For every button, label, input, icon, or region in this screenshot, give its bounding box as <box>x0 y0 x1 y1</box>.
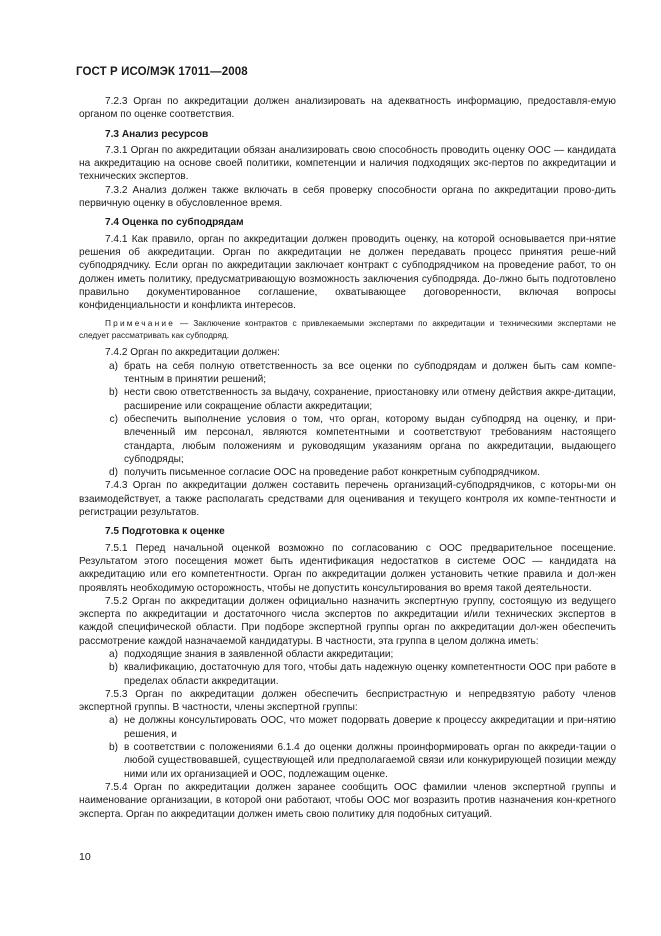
note-text: — Заключение контрактов с привлекаемыми экспертами по аккредитации и техническими экспертами не следует рассматривать как субподряд. <box>79 318 616 341</box>
list-item-text: получить письменное согласие ООС на проведение работ конкретным субподрядчиком. <box>124 467 541 479</box>
note <box>79 317 616 341</box>
section-heading-7-4: 7.4 Оценка по субподрядам <box>105 217 244 229</box>
list-item-label: a) <box>109 715 118 727</box>
list-item-text: подходящие знания в заявленной области аккредитации; <box>124 648 394 660</box>
list-item <box>79 360 616 387</box>
paragraph-7-4-1: 7.4.1 Как правило, орган по аккредитации должен проводить оценку, на которой основывается при-нятие решения об аккредитации. Орган по аккредитации не должен передавать процесс принятия реше-ний субподрядчику. Если орган по аккредитации заключает контракт с субподрядчиком на проведение работ, то он должен иметь политику, предусматривающую возможность заключения субподряда. До-лжно быть подготовлено правильно документированное соглашение, охватывающее договоренности, включая вопросы конфиденциальности и конфликта интересов. <box>79 233 616 312</box>
list-item-text: квалификацию, достаточную для того, чтобы дать надежную оценку компетентности ООС при работе в пределах области аккредитации. <box>124 662 616 687</box>
list-item-text: брать на себя полную ответственность за все оценки по субподрядам и должен быть сам компе-тентным в принятии решений; <box>124 360 616 386</box>
page-number: 10 <box>79 851 91 863</box>
list-item-label: a) <box>109 648 118 660</box>
paragraph-7-5-3: 7.5.3 Орган по аккредитации должен обеспечить беспристрастную и непредвзятую работу членов экспертной группы. В частности, члены экспертной группы: <box>79 688 616 714</box>
paragraph-7-4-3: 7.4.3 Орган по аккредитации должен составить перечень организаций-субподрядчиков, с которы-ми он взаимодействует, а также располагать средствами для оценивания и текущего контроля их компе-тентности и регистрации результатов. <box>79 480 616 519</box>
list-item-label: b) <box>109 387 118 399</box>
list-item-text: обеспечить выполнение условия о том, что орган, которому выдан субподряд на оценку, и при-влеченный им персонал, являются компетентными и соответствуют требованиям настоящего стандарта, любым положениям и руководящим указаниям органа по аккредитации, выдающего субподряды; <box>124 413 616 465</box>
list-item <box>79 741 616 781</box>
list-item <box>79 413 616 466</box>
standard-header: ГОСТ Р ИСО/МЭК 17011—2008 <box>76 66 248 78</box>
list-item <box>79 661 616 688</box>
paragraph-7-5-4: 7.5.4 Орган по аккредитации должен заранее сообщить ООС фамилии членов экспертной группы и наименование организации, в которой они работают, чтобы ООС мог возразить против назначения кон-кретного эксперта. Орган по аккредитации должен иметь свою политику для подобных ситуаций. <box>79 781 616 820</box>
paragraph-7-5-2: 7.5.2 Орган по аккредитации должен официально назначить экспертную группу, состоящую из ведущего эксперта по аккредитации и достаточного числа экспертов по аккредитации и/или технических экспертов в каждой специфической области. При подборе экспертной группы орган по аккредитации дол-жен обеспечить рассмотрение каждой назначаемой кандидатуры. В частности, эта группа в целом должна иметь: <box>79 595 616 647</box>
document-body <box>79 95 616 821</box>
list-item-label: c) <box>109 413 118 425</box>
list-item-text: нести свою ответственность за выдачу, сохранение, приостановку или отмену действия аккре-дитации, расширение или сокращение области аккредитации; <box>124 387 616 412</box>
list-item-label: d) <box>109 467 118 479</box>
paragraph-7-3-1: 7.3.1 Орган по аккредитации обязан анализировать свою способность проводить оценку ООС — кандидата на аккредитацию на основе своей политики, компетенции и наличия подходящих экс-пертов по аккредитации и технических экспертов. <box>79 144 616 183</box>
list-item-text: в соответствии с положениями 6.1.4 до оценки должны проинформировать орган по аккреди-тации о любой существовавшей, существующей или предполагаемой связи или конкурирующей позиции между ними или их организацией и ООС, подлежащим оценке. <box>124 742 616 780</box>
paragraph-7-5-1: 7.5.1 Перед начальной оценкой возможно по согласованию с ООС предварительное посещение. Результатом этого посещения может быть идентификация недостатков в системе ООС — кандидата на аккредитацию или его компетентности. Орган по аккредитации должен установить четкие правила и дол-жен проявлять необходимую осторожность, чтобы не допустить консультирования во время такой деятельности. <box>79 542 616 594</box>
section-heading-7-3: 7.3 Анализ ресурсов <box>105 128 209 140</box>
note-label: Примечание <box>105 318 176 329</box>
list-item-text: не должны консультировать ООС, что может подорвать доверие к процессу аккредитации и при-нятию решения, и <box>124 715 616 740</box>
list-item-label: b) <box>109 742 118 754</box>
paragraph-7-3-2: 7.3.2 Анализ должен также включать в себя проверку способности органа по аккредитации прово-дить первичную оценку в обусловленное время. <box>79 184 616 210</box>
list-item <box>79 714 616 741</box>
list-item <box>79 466 616 479</box>
list-item-label: a) <box>109 360 118 372</box>
list-item-label: b) <box>109 662 118 674</box>
paragraph-7-4-2: 7.4.2 Орган по аккредитации должен: <box>105 347 280 359</box>
list-item <box>79 648 616 661</box>
list-item <box>79 386 616 413</box>
section-heading-7-5: 7.5 Подготовка к оценке <box>105 526 225 538</box>
paragraph-7-2-3: 7.2.3 Орган по аккредитации должен анализировать на адекватность информацию, предоставля-емую органом по оценке соответствия. <box>79 96 616 121</box>
